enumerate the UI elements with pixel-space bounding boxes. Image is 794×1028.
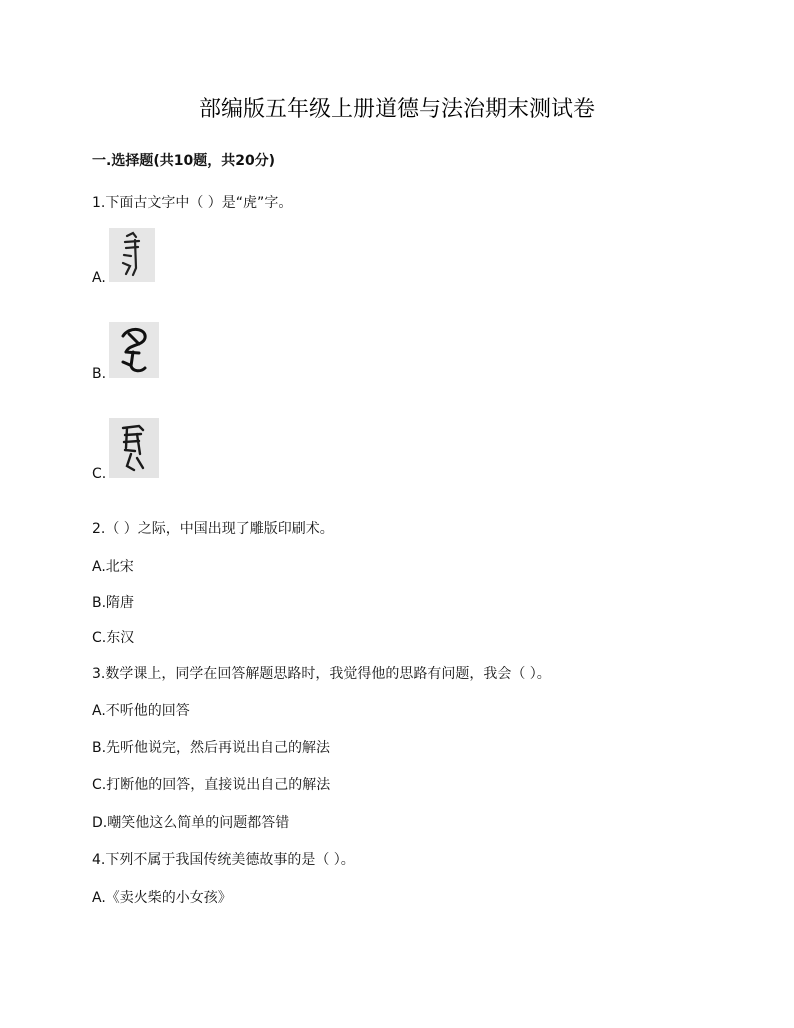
question-2-option-a[interactable]: A.北宋 [92, 559, 134, 575]
question-2-stem: 2.（ ）之际，中国出现了雕版印刷术。 [92, 521, 334, 537]
section-heading: 一.选择题(共10题，共20分) [92, 153, 276, 169]
oracle-glyph-c-image [109, 418, 159, 478]
question-1-option-c-label: C. [92, 466, 107, 482]
question-2-option-c[interactable]: C.东汉 [92, 630, 135, 646]
question-1-option-a-label: A. [92, 270, 106, 286]
question-3-option-d[interactable]: D.嘲笑他这么简单的问题都答错 [92, 815, 290, 831]
question-2-option-b[interactable]: B.隋唐 [92, 595, 135, 611]
page-title: 部编版五年级上册道德与法治期末测试卷 [198, 97, 595, 122]
question-1-option-b-label: B. [92, 366, 107, 382]
question-1-stem: 1.下面古文字中（ ）是“虎”字。 [92, 195, 293, 211]
question-3-option-c[interactable]: C.打断他的回答，直接说出自己的解法 [92, 777, 331, 793]
question-4-option-a[interactable]: A.《卖火柴的小女孩》 [92, 890, 232, 906]
question-3-stem: 3.数学课上，同学在回答解题思路时，我觉得他的思路有问题，我会（ ）。 [92, 666, 551, 682]
oracle-glyph-a-image [109, 228, 155, 282]
question-3-option-b[interactable]: B.先听他说完，然后再说出自己的解法 [92, 740, 331, 756]
question-3-option-a[interactable]: A.不听他的回答 [92, 703, 190, 719]
oracle-glyph-b-image [109, 322, 159, 378]
question-4-stem: 4.下列不属于我国传统美德故事的是（ ）。 [92, 852, 355, 868]
